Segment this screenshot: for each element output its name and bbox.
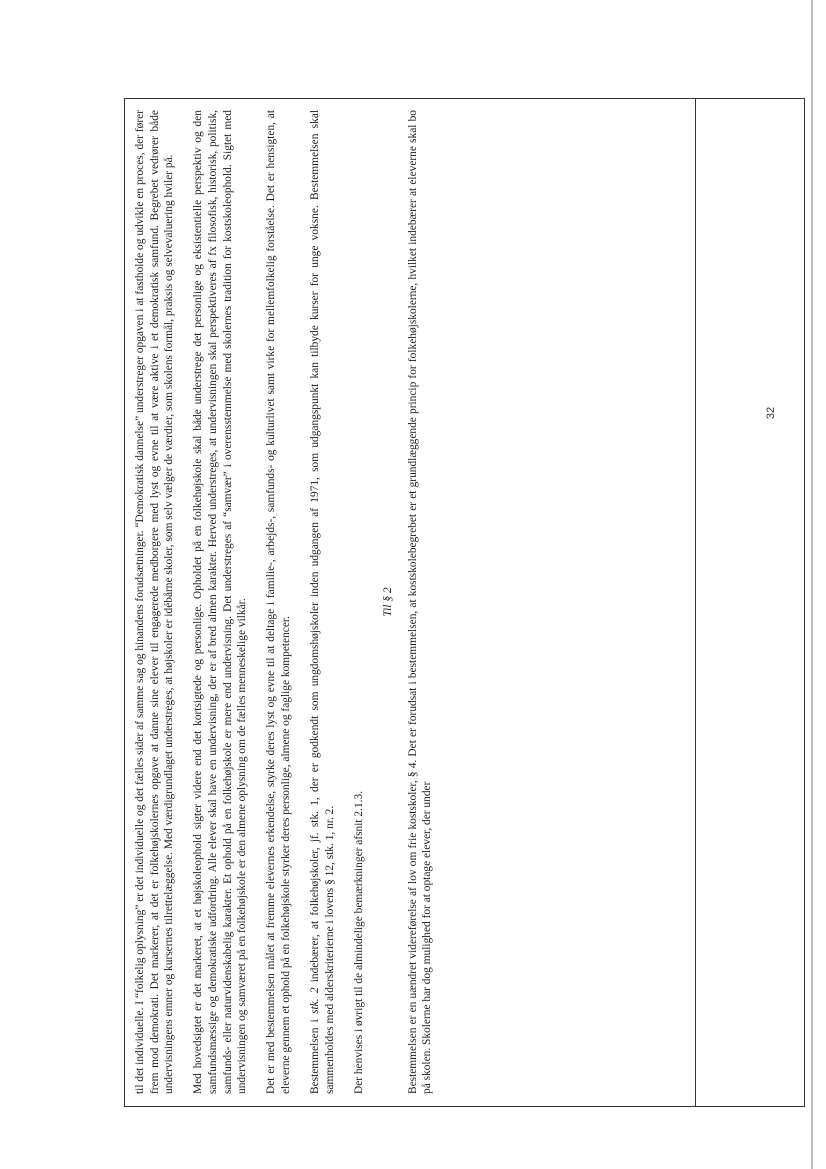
paragraph-kostskole: Bestemmelsen er en uændret videreførelse af lov om frie kostskoler, § 4. Det er forudsat i bestemmelsen, at kostskolebegrebet er et grundlæggende princip for folkehøjskolerne, hvilket indebærer at eleverne skal bo på skolen. Skolerne har dog mulighed for at optage elever, der under [406, 110, 434, 1094]
section-heading-til-par-2: Til § 2 [382, 587, 395, 617]
stk2-reference: stk. 2 [309, 987, 322, 1014]
paragraph-stk2-after: indebærer, at folkehøjskoler, jf. stk. 1, der er godkendt som ungdomshøjskoler inden udgangen af 1971, som udgangspunkt kan tilbyde kurser for unge voksne. Bestemmelsen skal sammenholdes med alderskriterierne i lovens § 12, stk. 1, nr. 2. [309, 109, 336, 1094]
text-cell [133, 110, 686, 1094]
paragraph-stk2 [308, 110, 337, 1094]
rotated-page-content [127, 102, 692, 1102]
page-number: 32 [765, 406, 777, 420]
paragraph-folkelig-oplysning: til det individuelle. I “folkelig oplysning” er det individuelle og det fælles sider af samme sag og hinandens forudsætninger. “Demokratisk dannelse” understreger opgaven i at fastholde og udvikle en proces, der fører frem mod demokrati. Det markerer, at det er folkehøjskolernes opgave at danne sine elever til engagerede medborgere med lyst og evne til at være aktive i et demokratisk samfund. Begrebet vedrører både undervisningens emner og kursernes tilrettelæggelse. Med værdigrundlaget understreges, at højskoler er idébårne skoler, som selv vælger de værdier, som skolens formål, praksis og selvevaluering hviler på. [134, 110, 176, 1094]
paragraph-hovedsigtet: Med hovedsigtet er det markeret, at et højskoleophold sigter videre end det kortsigtede og personlige. Opholdet på en folkehøjskole skal både understrege det personlige og eksistentielle perspektiv og den samfundsmæssige og demokratiske udfordring. Alle elever skal have en undervisning, der er af bred almen karakter. Herved understreges, at undervisningen skal perspektiveres af fx filosofisk, historisk, politisk, samfunds- eller naturvidenskabelig karakter. Et ophold på en folkehøjskole er mere end undervisning. Det understreges af “samvær” i overensstemmelse med skolernes tradition for kostskoleophold. Sigtet med undervisningen og samværet på en folkehøjskole er den almene oplysning om de fælles menneskelige vilkår. [192, 110, 249, 1094]
paragraph-stk2-before: Bestemmelsen i [309, 1013, 322, 1094]
paragraph-formaal: Det er med bestemmelsen målet at fremme elevernes erkendelse, styrke deres lyst og evne til at deltage i familie-, arbejds-, samfunds- og kulturlivet samt virke for mellemfolkelig forståelse. Det er hensigten, at eleverne gennem et ophold på en folkehøjskole styrker deres personlige, almene og faglige kompetencer. [265, 110, 292, 1094]
paragraph-henvisning: Der henvises i øvrigt til de almindelige bemærkninger afsnit 2.1.3. [352, 790, 365, 1094]
table-column-divider [695, 98, 696, 1107]
page-edge-line [811, 0, 813, 1169]
